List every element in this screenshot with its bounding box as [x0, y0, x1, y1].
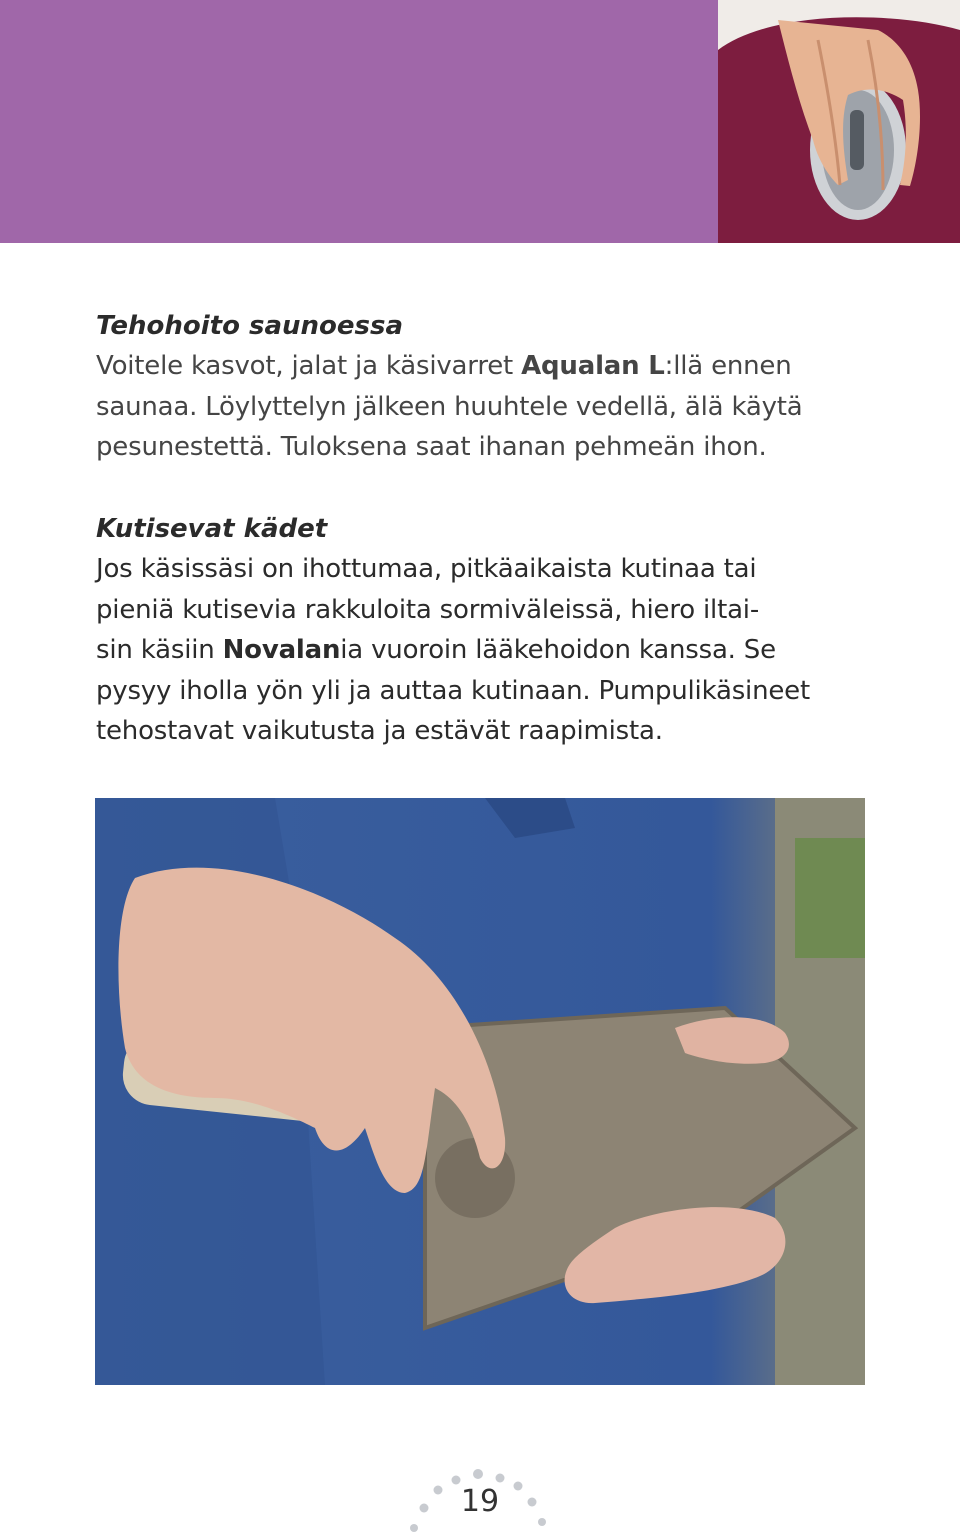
- hands-with-trowel-illustration: [95, 798, 865, 1385]
- paragraph-line: Jos käsissäsi on ihottumaa, pitkäaikaista kutinaa tai: [96, 554, 757, 584]
- paragraph-line: tehostavat vaikutusta ja estävät raapimista.: [96, 716, 663, 746]
- paragraph-line: sin käsiin Novalania vuoroin lääkehoidon kanssa. Se: [96, 635, 776, 665]
- section-sauna-care: [96, 306, 866, 468]
- section-itchy-hands: [96, 509, 866, 752]
- paragraph-line: Voitele kasvot, jalat ja käsivarret Aqualan L:llä ennen: [96, 351, 792, 381]
- paragraph-line: pesunestettä. Tuloksena saat ihanan pehmeän ihon.: [96, 432, 767, 462]
- paragraph-line: pieniä kutisevia rakkuloita sormiväleissä, hiero iltai-: [96, 594, 760, 625]
- section-heading: Tehohoito saunoessa: [96, 311, 404, 341]
- paragraph-line: pysyy iholla yön yli ja auttaa kutinaan. Pumpulikäsineet: [96, 675, 810, 706]
- paragraph-line: saunaa. Löylyttelyn jälkeen huuhtele vedellä, älä käytä: [96, 391, 803, 422]
- hand-on-mouse-illustration: [718, 0, 960, 243]
- hand-on-mouse-photo: [718, 0, 960, 243]
- header-color-band: [0, 0, 718, 243]
- page-number: 19: [460, 1484, 500, 1519]
- product-name: Novalan: [222, 635, 341, 665]
- product-name: Aqualan L: [521, 351, 665, 381]
- section-heading: Kutisevat kädet: [96, 514, 328, 544]
- hands-with-trowel-photo: [95, 798, 865, 1385]
